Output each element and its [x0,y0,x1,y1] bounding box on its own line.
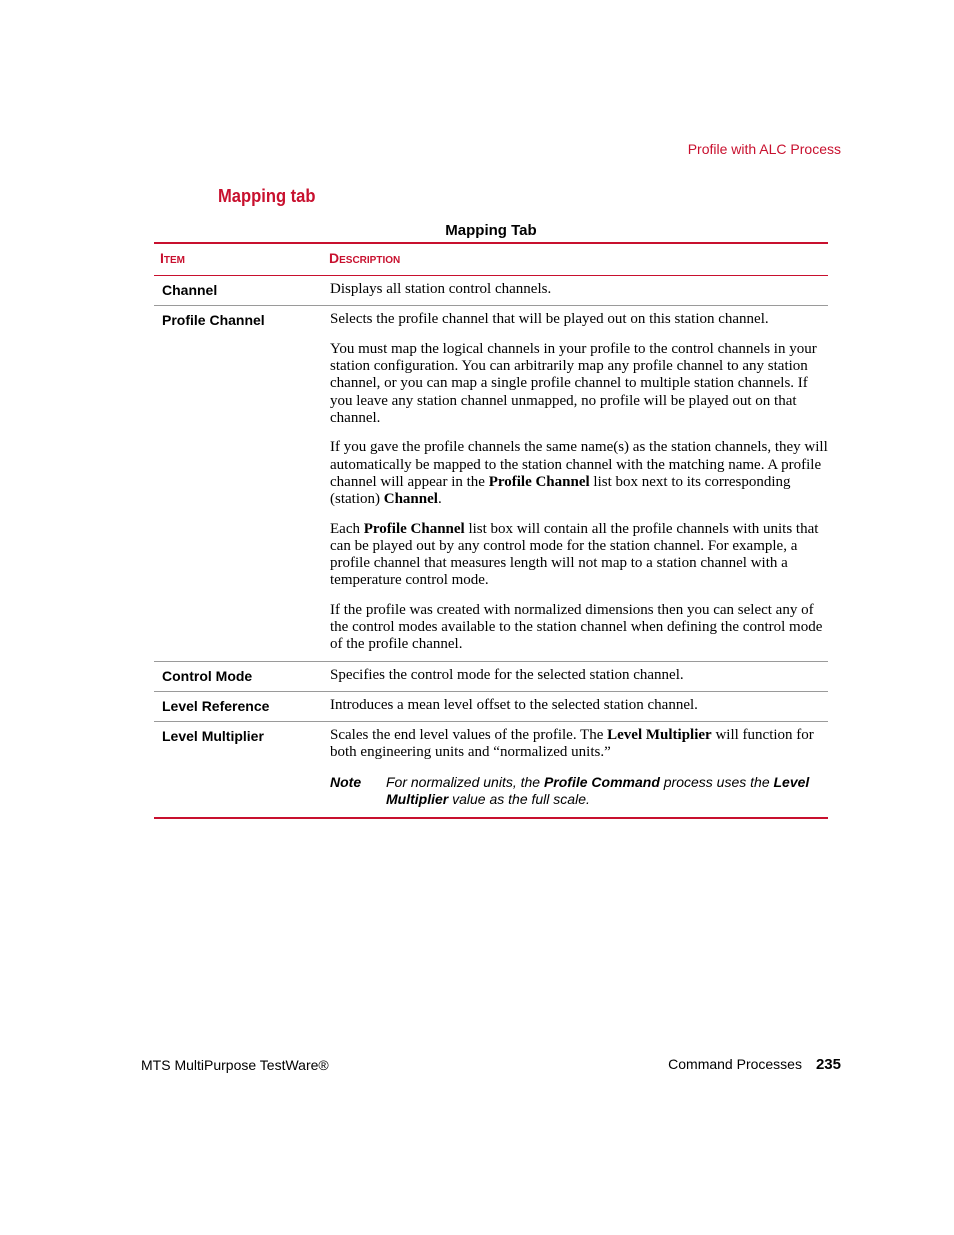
bold-term: Profile Channel [488,473,590,490]
description-paragraph [330,439,828,508]
note-label: Note [330,773,362,790]
note [330,774,828,808]
description-cell [330,692,828,721]
item-cell: Level Multiplier [162,728,264,745]
description-paragraph: Selects the profile channel that will be played out on this station channel. [330,311,769,328]
description-paragraph: Introduces a mean level offset to the selected station channel. [330,696,698,713]
bold-term: Profile Channel [363,520,465,537]
text-run: For normalized units, the [386,773,544,790]
mapping-table [154,242,828,819]
table-row [154,722,828,817]
text-run: process uses the [659,773,774,790]
description-cell [330,276,828,305]
description-paragraph: You must map the logical channels in your profile to the control channels in your station configuration. You can arbitrarily map any profile channel to any station channel, or you can map a single profile channel to multiple station channels. If you leave any station channel unmapped, no profile will be played out on that channel. [330,340,817,426]
text-run: Each [330,520,364,537]
description-cell [330,306,828,660]
table-row [154,276,828,306]
bold-term: Level Multiplier [386,773,810,807]
bold-term: Profile Command [543,773,660,790]
footer-right [668,1056,841,1073]
table-header [154,244,828,276]
bold-term: Channel [383,491,438,508]
footer-product-name: MTS MultiPurpose TestWare® [141,1057,329,1073]
footer-chapter: Command Processes [668,1056,802,1072]
text-run: . [437,491,442,508]
table-caption: Mapping Tab [445,222,537,239]
description-cell [330,662,828,691]
item-cell: Level Reference [162,697,270,714]
description-paragraph [330,727,828,761]
text-run: value as the full scale. [448,790,590,807]
table-row [154,306,828,661]
table-row [154,692,828,722]
description-paragraph: Specifies the control mode for the selected station channel. [330,666,684,683]
item-cell: Channel [162,282,218,298]
text-run: will function for both engineering units and “normalized units.” [330,727,814,761]
table-row [154,662,828,692]
running-head: Profile with ALC Process [687,141,841,157]
description-cell [330,722,828,817]
text-run: list box next to its corresponding (station) [330,473,791,508]
text-run: If you gave the profile channels the same name(s) as the station channels, they will automatically be mapped to the station channel with the matching name. A profile channel will appear in the [330,439,828,490]
item-cell: Profile Channel [162,312,265,329]
description-paragraph [330,521,828,590]
description-paragraph: Displays all station control channels. [330,281,552,297]
page-number: 235 [815,1056,841,1073]
bold-term: Level Multiplier [607,727,712,744]
item-cell: Control Mode [162,667,253,684]
description-paragraph: If the profile was created with normalized dimensions then you can select any of the control modes available to the station channel when defining the control mode of the profile channel. [330,602,823,653]
section-title: Mapping tab [218,186,316,206]
note-text [386,774,828,808]
column-header-description: Description [329,250,401,266]
column-header-item: Item [160,250,185,266]
text-run: Scales the end level values of the profile. The [330,727,608,744]
text-run: list box will contain all the profile channels with units that can be played out by any control mode for the station channel. For example, a profile channel that measures length will not map to a station channel with a temperature control mode. [330,520,819,589]
